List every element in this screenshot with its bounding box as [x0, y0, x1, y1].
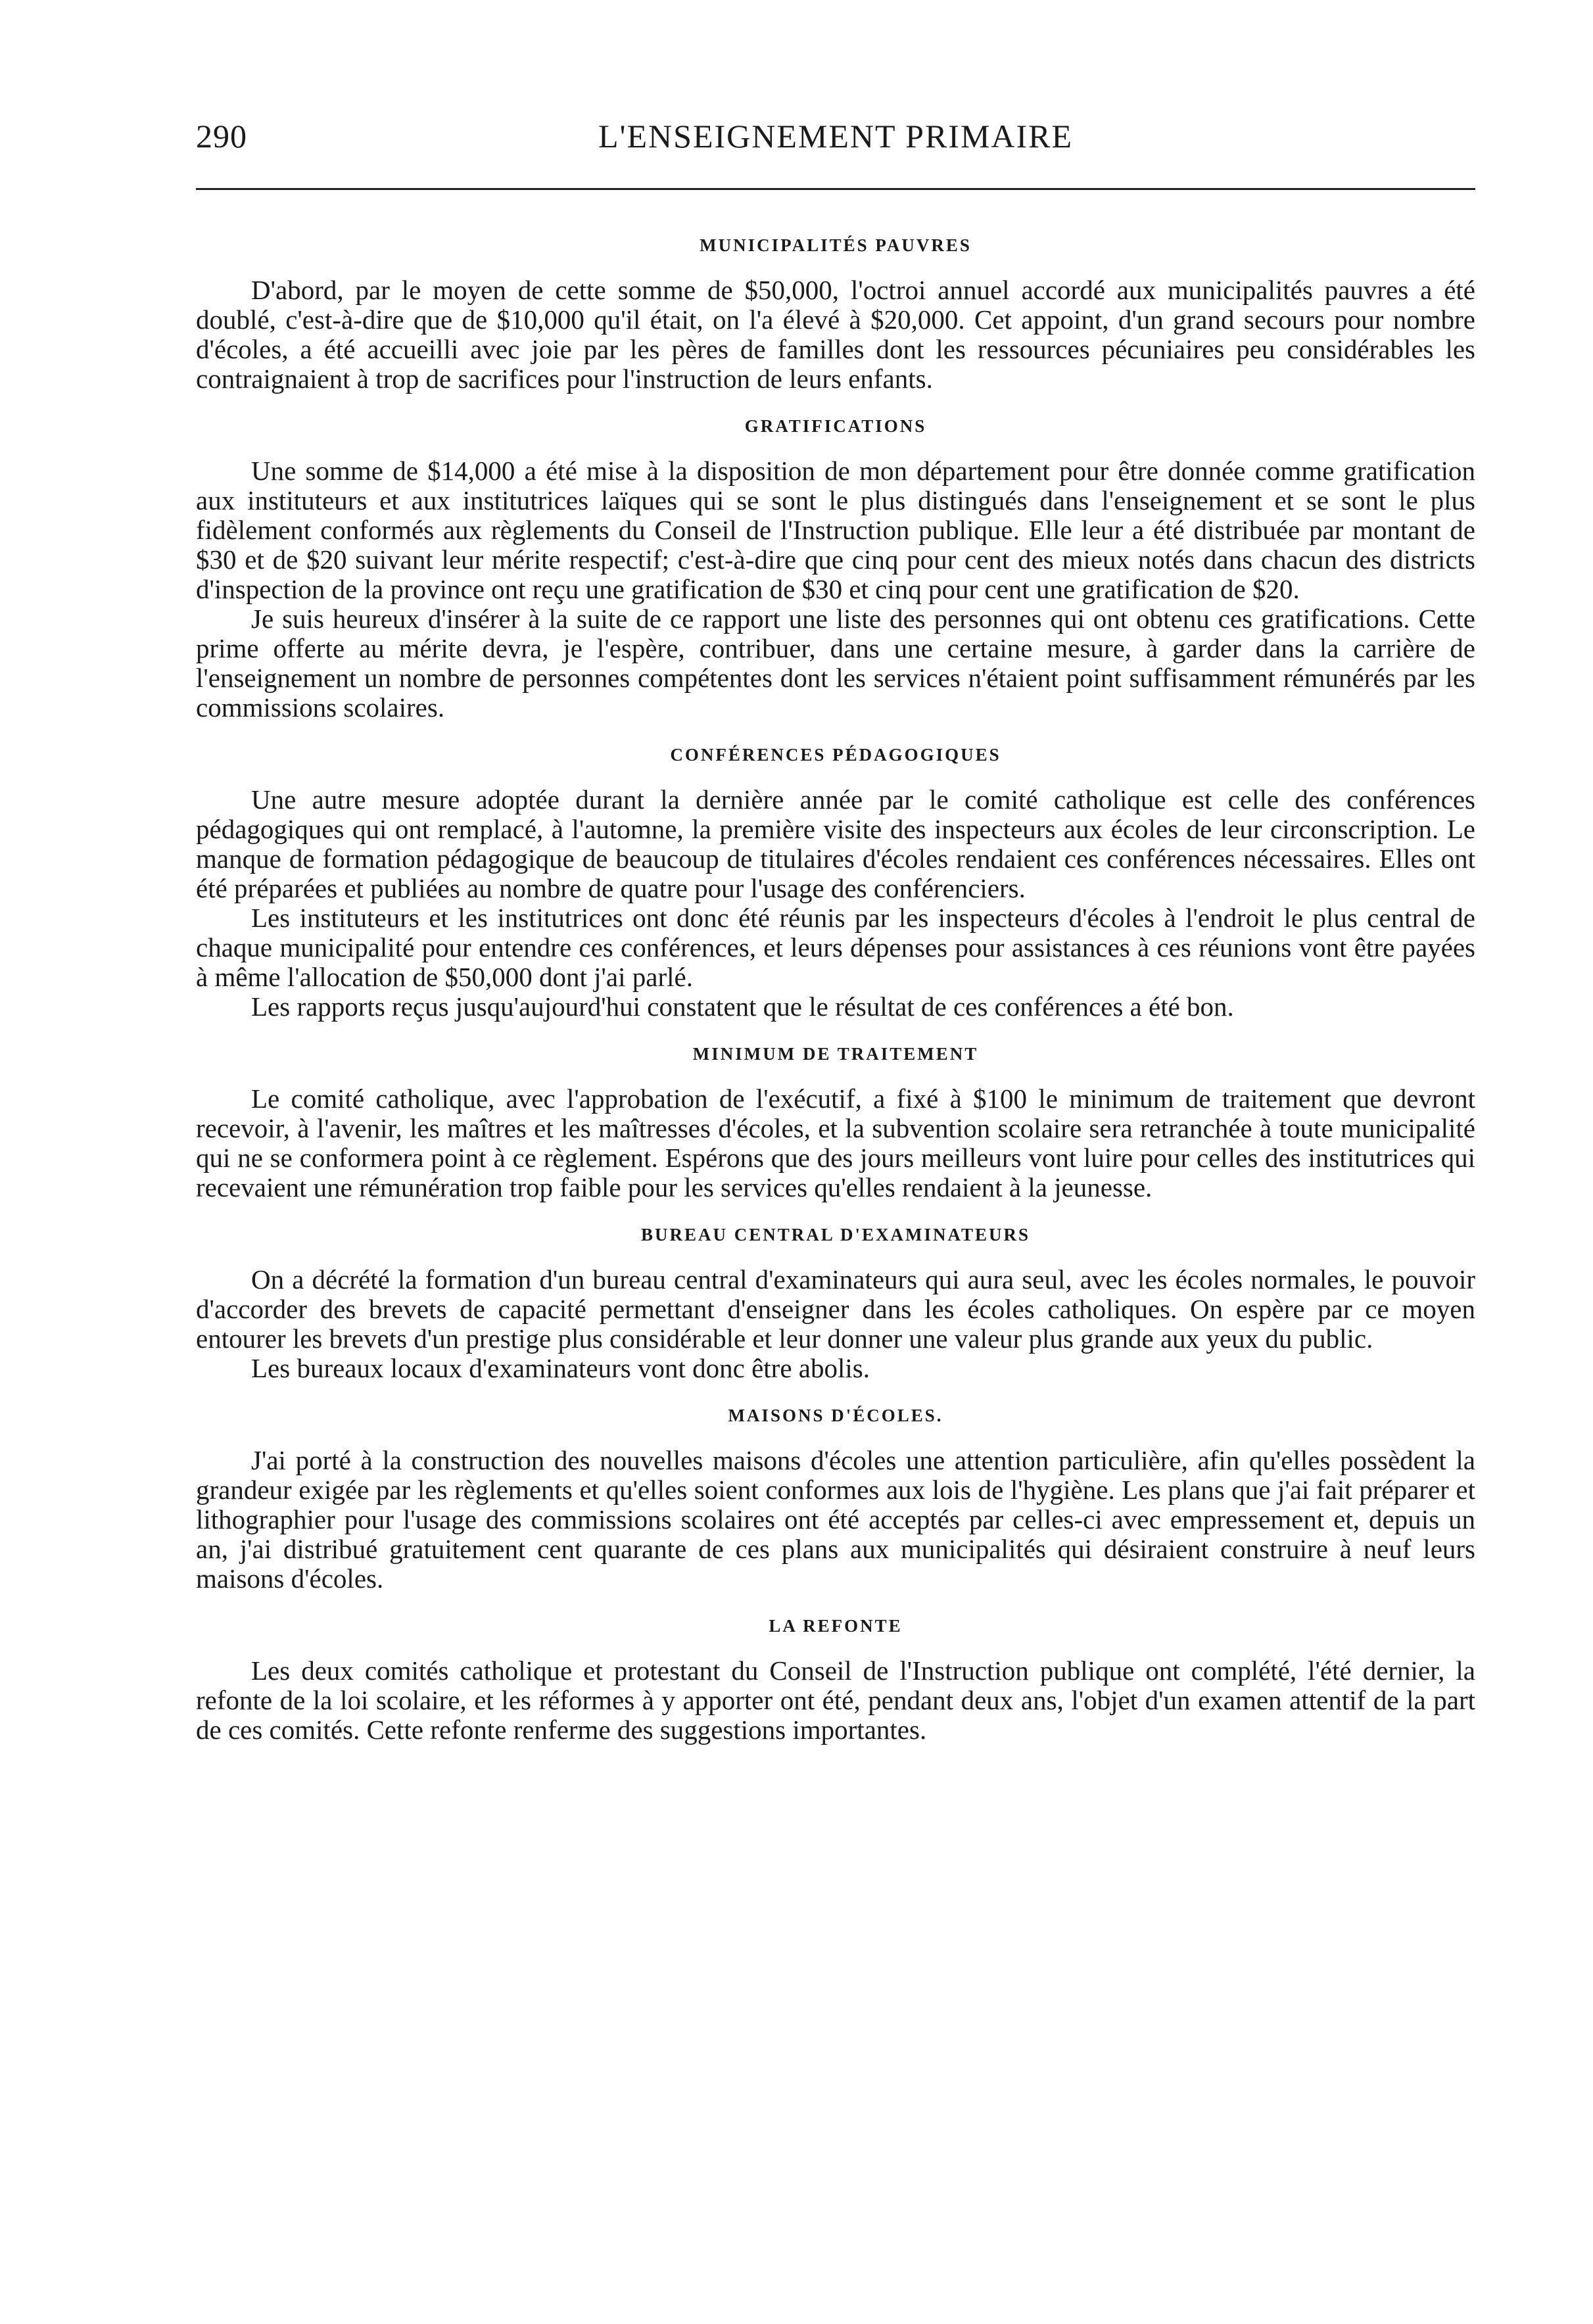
paragraph: Les rapports reçus jusqu'aujourd'hui constatent que le résultat de ces conférences a été bon. [251, 991, 1234, 1022]
paragraph: Une autre mesure adoptée durant la dernière année par le comité catholique est celle des conférences pédagogiques qui ont remplacé, à l'automne, la première visite des inspecteurs aux écoles de leur circonscription. Le manque de formation pédagogique de beaucoup de titulaires d'écoles rendaient ces conférences nécessaires. Elles ont été préparées et publiées au nombre de quatre pour l'usage des conférenciers. [196, 784, 1475, 903]
section-bureau-central [196, 1225, 1475, 1383]
section-heading: LA REFONTE [769, 1616, 903, 1636]
paragraph: D'abord, par le moyen de cette somme de $50,000, l'octroi annuel accordé aux municipalités pauvres a été doublé, c'est-à-dire que de $10,000 qu'il était, on l'a élevé à $20,000. Cet appoint, d'un grand secours pour nombre d'écoles, a été accueilli avec joie par les pères de familles dont les ressources pécuniaires peu considérables les contraignaient à trop de sacrifices pour l'instruction de leurs enfants. [196, 275, 1475, 394]
paragraph: Les deux comités catholique et protestant du Conseil de l'Instruction publique ont complété, l'été dernier, la refonte de la loi scolaire, et les réformes à y apporter ont été, pendant deux ans, l'objet d'un examen attentif de la part de ces comités. Cette refonte renferme des suggestions importantes. [196, 1655, 1475, 1745]
paragraph: Les bureaux locaux d'examinateurs vont donc être abolis. [251, 1353, 870, 1383]
section-minimum-de-traitement [196, 1044, 1475, 1202]
section-municipalites-pauvres [196, 235, 1475, 394]
section-conferences-pedagogiques [196, 745, 1475, 1022]
running-head [196, 112, 1475, 164]
section-maisons-d-ecoles [196, 1406, 1475, 1594]
running-title: L'ENSEIGNEMENT PRIMAIRE [598, 118, 1074, 154]
paragraph: J'ai porté à la construction des nouvelles maisons d'écoles une attention particulière, afin qu'elles possèdent la grandeur exigée par les règlements et qu'elles soient conformes aux lois de l'hygiène. Les plans que j'ai fait préparer et lithographier pour l'usage des commissions scolaires ont été acceptés par celles-ci avec empressement et, depuis un an, j'ai distribué gratuitement cent quarante de ces plans aux municipalités qui désiraient construire à neuf leurs maisons d'écoles. [196, 1445, 1475, 1594]
section-heading: BUREAU CENTRAL D'EXAMINATEURS [640, 1225, 1031, 1245]
page-number: 290 [196, 118, 247, 154]
paragraph: Les instituteurs et les institutrices ont donc été réunis par les inspecteurs d'écoles à l'endroit le plus central de chaque municipalité pour entendre ces conférences, et leurs dépenses pour assistances à ces réunions vont être payées à même l'allocation de $50,000 dont j'ai parlé. [196, 903, 1475, 992]
paragraph: Je suis heureux d'insérer à la suite de ce rapport une liste des personnes qui ont obtenu ces gratifications. Cette prime offerte au mérite devra, je l'espère, contribuer, dans une certaine mesure, à garder dans la carrière de l'enseignement un nombre de personnes compétentes dont les services n'étaient point suffisamment rémunérés par les commissions scolaires. [196, 604, 1475, 723]
section-heading: MUNICIPALITÉS PAUVRES [700, 235, 972, 255]
header-rule [196, 188, 1475, 190]
page-body [196, 224, 1475, 1745]
section-heading: MINIMUM DE TRAITEMENT [692, 1044, 979, 1064]
paragraph: Le comité catholique, avec l'approbation de l'exécutif, a fixé à $100 le minimum de traitement que devront recevoir, à l'avenir, les maîtres et les maîtresses d'écoles, et la subvention scolaire sera retranchée à toute municipalité qui ne se conformera point à ce règlement. Espérons que des jours meilleurs vont luire pour celles des institutrices qui recevaient une rémunération trop faible pour les services qu'elles rendaient à la jeunesse. [196, 1083, 1475, 1202]
section-heading: MAISONS D'ÉCOLES. [728, 1406, 943, 1425]
section-la-refonte [196, 1616, 1475, 1745]
paragraph: Une somme de $14,000 a été mise à la disposition de mon département pour être donnée comme gratification aux instituteurs et aux institutrices laïques qui se sont le plus distingués dans l'enseignement et se sont le plus fidèlement conformés aux règlements du Conseil de l'Instruction publique. Elle leur a été distribuée par montant de $30 et de $20 suivant leur mérite respectif; c'est-à-dire que cinq pour cent des mieux notés dans chacun des districts d'inspection de la province ont reçu une gratification de $30 et cinq pour cent une gratification de $20. [196, 456, 1475, 604]
section-heading: CONFÉRENCES PÉDAGOGIQUES [670, 745, 1001, 765]
section-gratifications [196, 416, 1475, 723]
section-heading: GRATIFICATIONS [744, 416, 927, 436]
paragraph: On a décrété la formation d'un bureau central d'examinateurs qui aura seul, avec les écoles normales, le pouvoir d'accorder des brevets de capacité permettant d'enseigner dans les écoles catholiques. On espère par ce moyen entourer les brevets d'un prestige plus considérable et leur donner une valeur plus grande aux yeux du public. [196, 1264, 1475, 1354]
